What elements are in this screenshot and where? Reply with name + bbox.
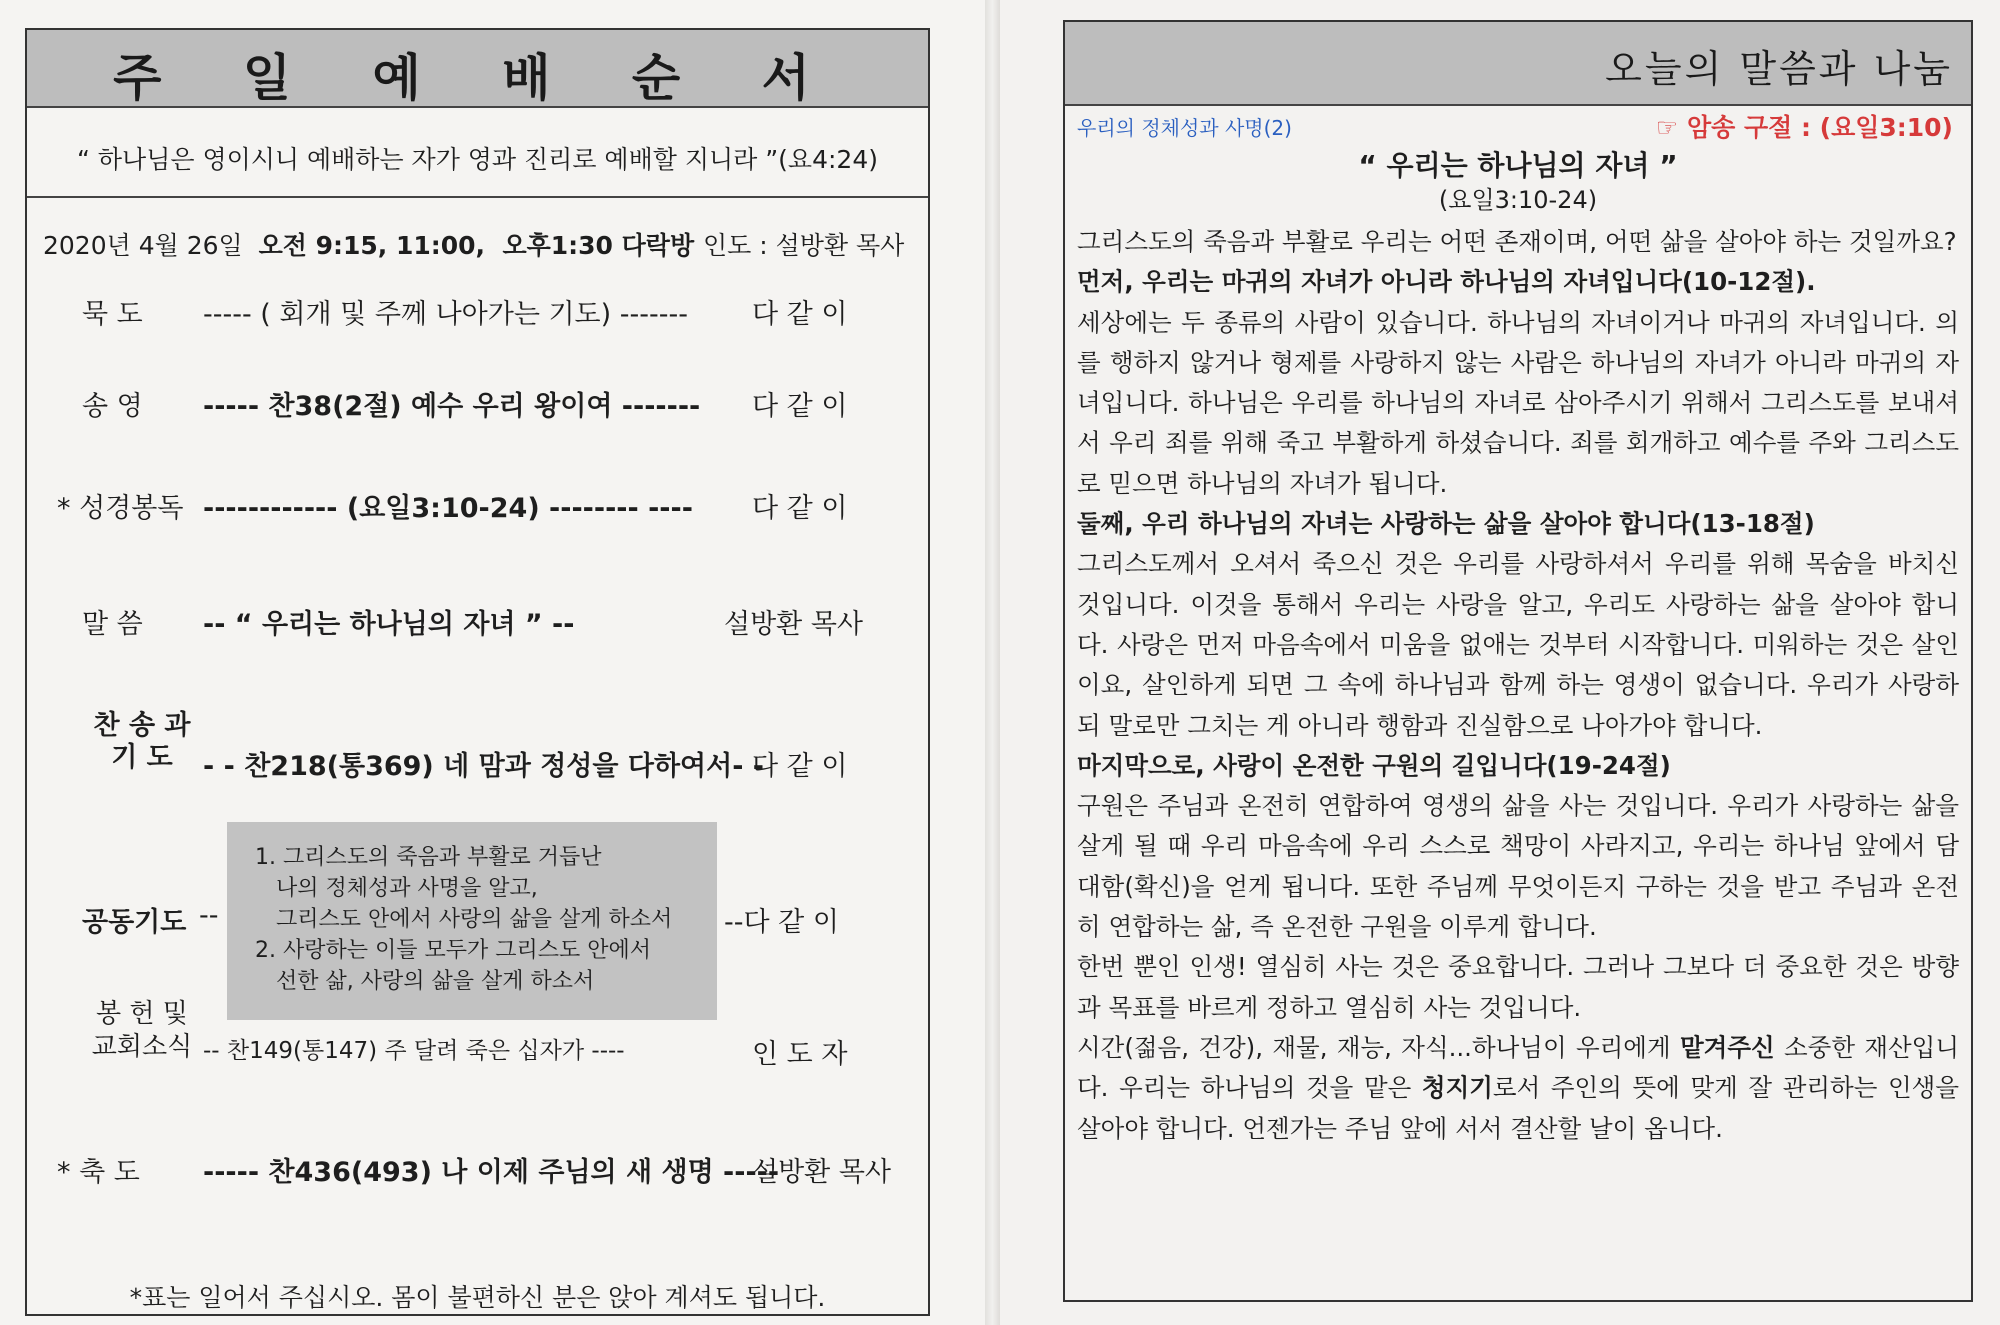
prayer-line: 그리스도 안에서 사랑의 삶을 살게 하소서: [255, 907, 673, 932]
common-prayer-text: [255, 842, 672, 997]
worship-order-box: [25, 28, 930, 1316]
order-content: ----- 찬436(493) 나 이제 주님의 새 생명 -----: [203, 1157, 780, 1188]
divider: [27, 196, 928, 198]
order-content: ----- ( 회개 및 주께 나아가는 기도) -------: [203, 299, 688, 330]
closing-paragraph: [1077, 1028, 1959, 1149]
point-heading: 마지막으로, 사랑이 온전한 구원의 길입니다(19-24절): [1077, 750, 1671, 780]
closing-text: 로서 주인의 뜻에 맞게 잘 관리하는 인생을 살아야 합니다. 언젠가는 주님 앞에 서서 결산할 날이 옵니다.: [1077, 1073, 1959, 1143]
worship-order-title: 주 일 예 배 순 서: [113, 49, 842, 107]
prayer-line: 1. 그리스도의 죽음과 부활로 거듭난: [255, 845, 602, 870]
series-label: 우리의 정체성과 사명(2): [1077, 116, 1292, 140]
order-content: ----- 찬38(2절) 예수 우리 왕이여 -------: [203, 391, 701, 422]
point-body: 그리스도께서 오셔서 죽으신 것은 우리를 사랑하셔서 우리를 위해 목숨을 바치신 것입니다. 이것을 통해서 우리는 사랑을 알고, 우리도 사랑하는 삶을 살아야 합니다. 사랑은 먼저 마음속에서 미움을 없애는 것부터 시작합니다. 미워하는 것은 살인이요, 살인하게 되면 그 속에 하나님과 함께 하는 영생이 없습니다. 우리가 사랑하되 말로만 그치는 게 아니라 행함과 진실함으로 나아가야 합니다.: [1077, 549, 1959, 740]
order-content: -- “ 우리는 하나님의 자녀 ” --: [203, 609, 575, 640]
order-content: - - 찬218(통369) 네 맘과 정성을 다하여서- -: [203, 751, 765, 782]
sermon-reference: (요일3:10-24): [1438, 186, 1598, 214]
point-heading: 먼저, 우리는 마귀의 자녀가 아니라 하나님의 자녀입니다(10-12절).: [1077, 267, 1816, 297]
order-performer: 다 같 이: [752, 299, 848, 330]
point-body: 구원은 주님과 온전히 연합하여 영생의 삶을 사는 것입니다. 우리가 사랑하는 삶을 살게 될 때 우리 마음속에 우리 스스로 책망이 사라지고, 우리는 하나님 앞에서 담대함(확신)을 얻게 됩니다. 또한 주님께 무엇이든지 구하는 것을 받고 주님과 온전히 연합하는 삶, 즉 온전한 구원을 이루게 합니다.: [1077, 791, 1959, 942]
order-content: ------------ (요일3:10-24) -------- ----: [203, 493, 693, 524]
service-date: 2020년 4월 26일: [43, 231, 243, 260]
common-prayer-box: [227, 822, 717, 1020]
service-date-line: [43, 226, 905, 262]
order-label: 공동기도: [82, 907, 187, 938]
order-label: 말 씀: [82, 609, 143, 640]
order-content: -- 찬149(통147) 주 달려 죽은 십자가 ----: [203, 1038, 625, 1064]
order-item-hymn-prayer: [27, 710, 928, 810]
prayer-line: 2. 사랑하는 이들 모두가 그리스도 안에서: [255, 938, 651, 963]
sermon-header: [1065, 22, 1971, 106]
prayer-line: 나의 정체성과 사명을 알고,: [255, 876, 538, 901]
closing-text: 시간(젊음, 건강), 재물, 재능, 자식...하나님이 우리에게: [1077, 1032, 1680, 1062]
order-label: 송 영: [82, 391, 143, 422]
order-performer: --다 같 이: [724, 907, 839, 938]
prayer-line: 선한 삶, 사랑의 삶을 살게 하소서: [255, 969, 595, 994]
order-item-offering-news: [27, 998, 928, 1108]
order-label: * 성경봉독: [57, 493, 184, 524]
standing-note: *표는 일어서 주십시오. 몸이 불편하신 분은 앉아 계셔도 됩니다.: [129, 1283, 826, 1312]
theme-verse: “ 하나님은 영이시니 예배하는 자가 영과 진리로 예배할 지니라 ”(요4:24): [77, 145, 878, 174]
point-heading: 둘째, 우리 하나님의 자녀는 사랑하는 삶을 살아야 합니다(13-18절): [1077, 509, 1815, 539]
service-times: 오전 9:15, 11:00, 오후1:30 다락방: [258, 231, 695, 260]
service-leader: 인도 : 설방환 목사: [703, 231, 905, 260]
sermon-intro: 그리스도의 죽음과 부활로 우리는 어떤 존재이며, 어떤 삶을 살아야 하는 것일까요?: [1077, 227, 1957, 256]
sermon-body: [1077, 222, 1959, 1149]
order-performer: 다 같 이: [752, 391, 848, 422]
order-label: * 축 도: [57, 1157, 140, 1188]
order-performer: 인 도 자: [752, 1039, 848, 1070]
order-label: 봉 헌 및 교회소식: [91, 999, 193, 1062]
sermon-title: “ 우리는 하나님의 자녀 ”: [1358, 149, 1678, 182]
worship-order-header: [27, 30, 928, 108]
order-label: 찬 송 과 기 도: [93, 710, 191, 773]
order-performer: 설방환 목사: [724, 609, 863, 640]
closing-text: 소중한 재산입니다. 우리는 하나님의 것을 맡은: [1077, 1032, 1959, 1103]
closing-paragraph: 한번 뿐인 인생! 열심히 사는 것은 중요합니다. 그러나 그보다 더 중요한 것은 방향과 목표를 바르게 정하고 열심히 사는 것입니다.: [1077, 952, 1959, 1022]
point-body: 세상에는 두 종류의 사람이 있습니다. 하나님의 자녀이거나 마귀의 자녀입니다. 의를 행하지 않거나 형제를 사랑하지 않는 사람은 하나님의 자녀가 아니라 마귀의 자녀입니다. 하나님은 우리를 하나님의 자녀로 삼아주시기 위해서 그리스도를 보내셔서 우리 죄를 위해 죽고 부활하게 하셨습니다. 죄를 회개하고 예수를 주와 그리스도로 믿으면 하나님의 자녀가 됩니다.: [1077, 307, 1959, 498]
memory-verse: ☞ 암송 구절 : (요일3:10): [1655, 113, 1953, 142]
order-performer: 다 같 이: [752, 751, 848, 782]
sermon-header-title: 오늘의 말씀과 나눔: [1605, 47, 1953, 91]
order-performer: 설방환 목사: [752, 1157, 891, 1188]
order-content: --: [199, 900, 219, 931]
closing-emphasis: 맡겨주신: [1679, 1032, 1775, 1062]
sermon-box: [1063, 20, 1973, 1302]
closing-emphasis: 청지기: [1421, 1073, 1493, 1103]
order-label: 묵 도: [82, 299, 143, 330]
left-page: [0, 0, 985, 1325]
page-fold: [985, 0, 1000, 1325]
order-performer: 다 같 이: [752, 493, 848, 524]
